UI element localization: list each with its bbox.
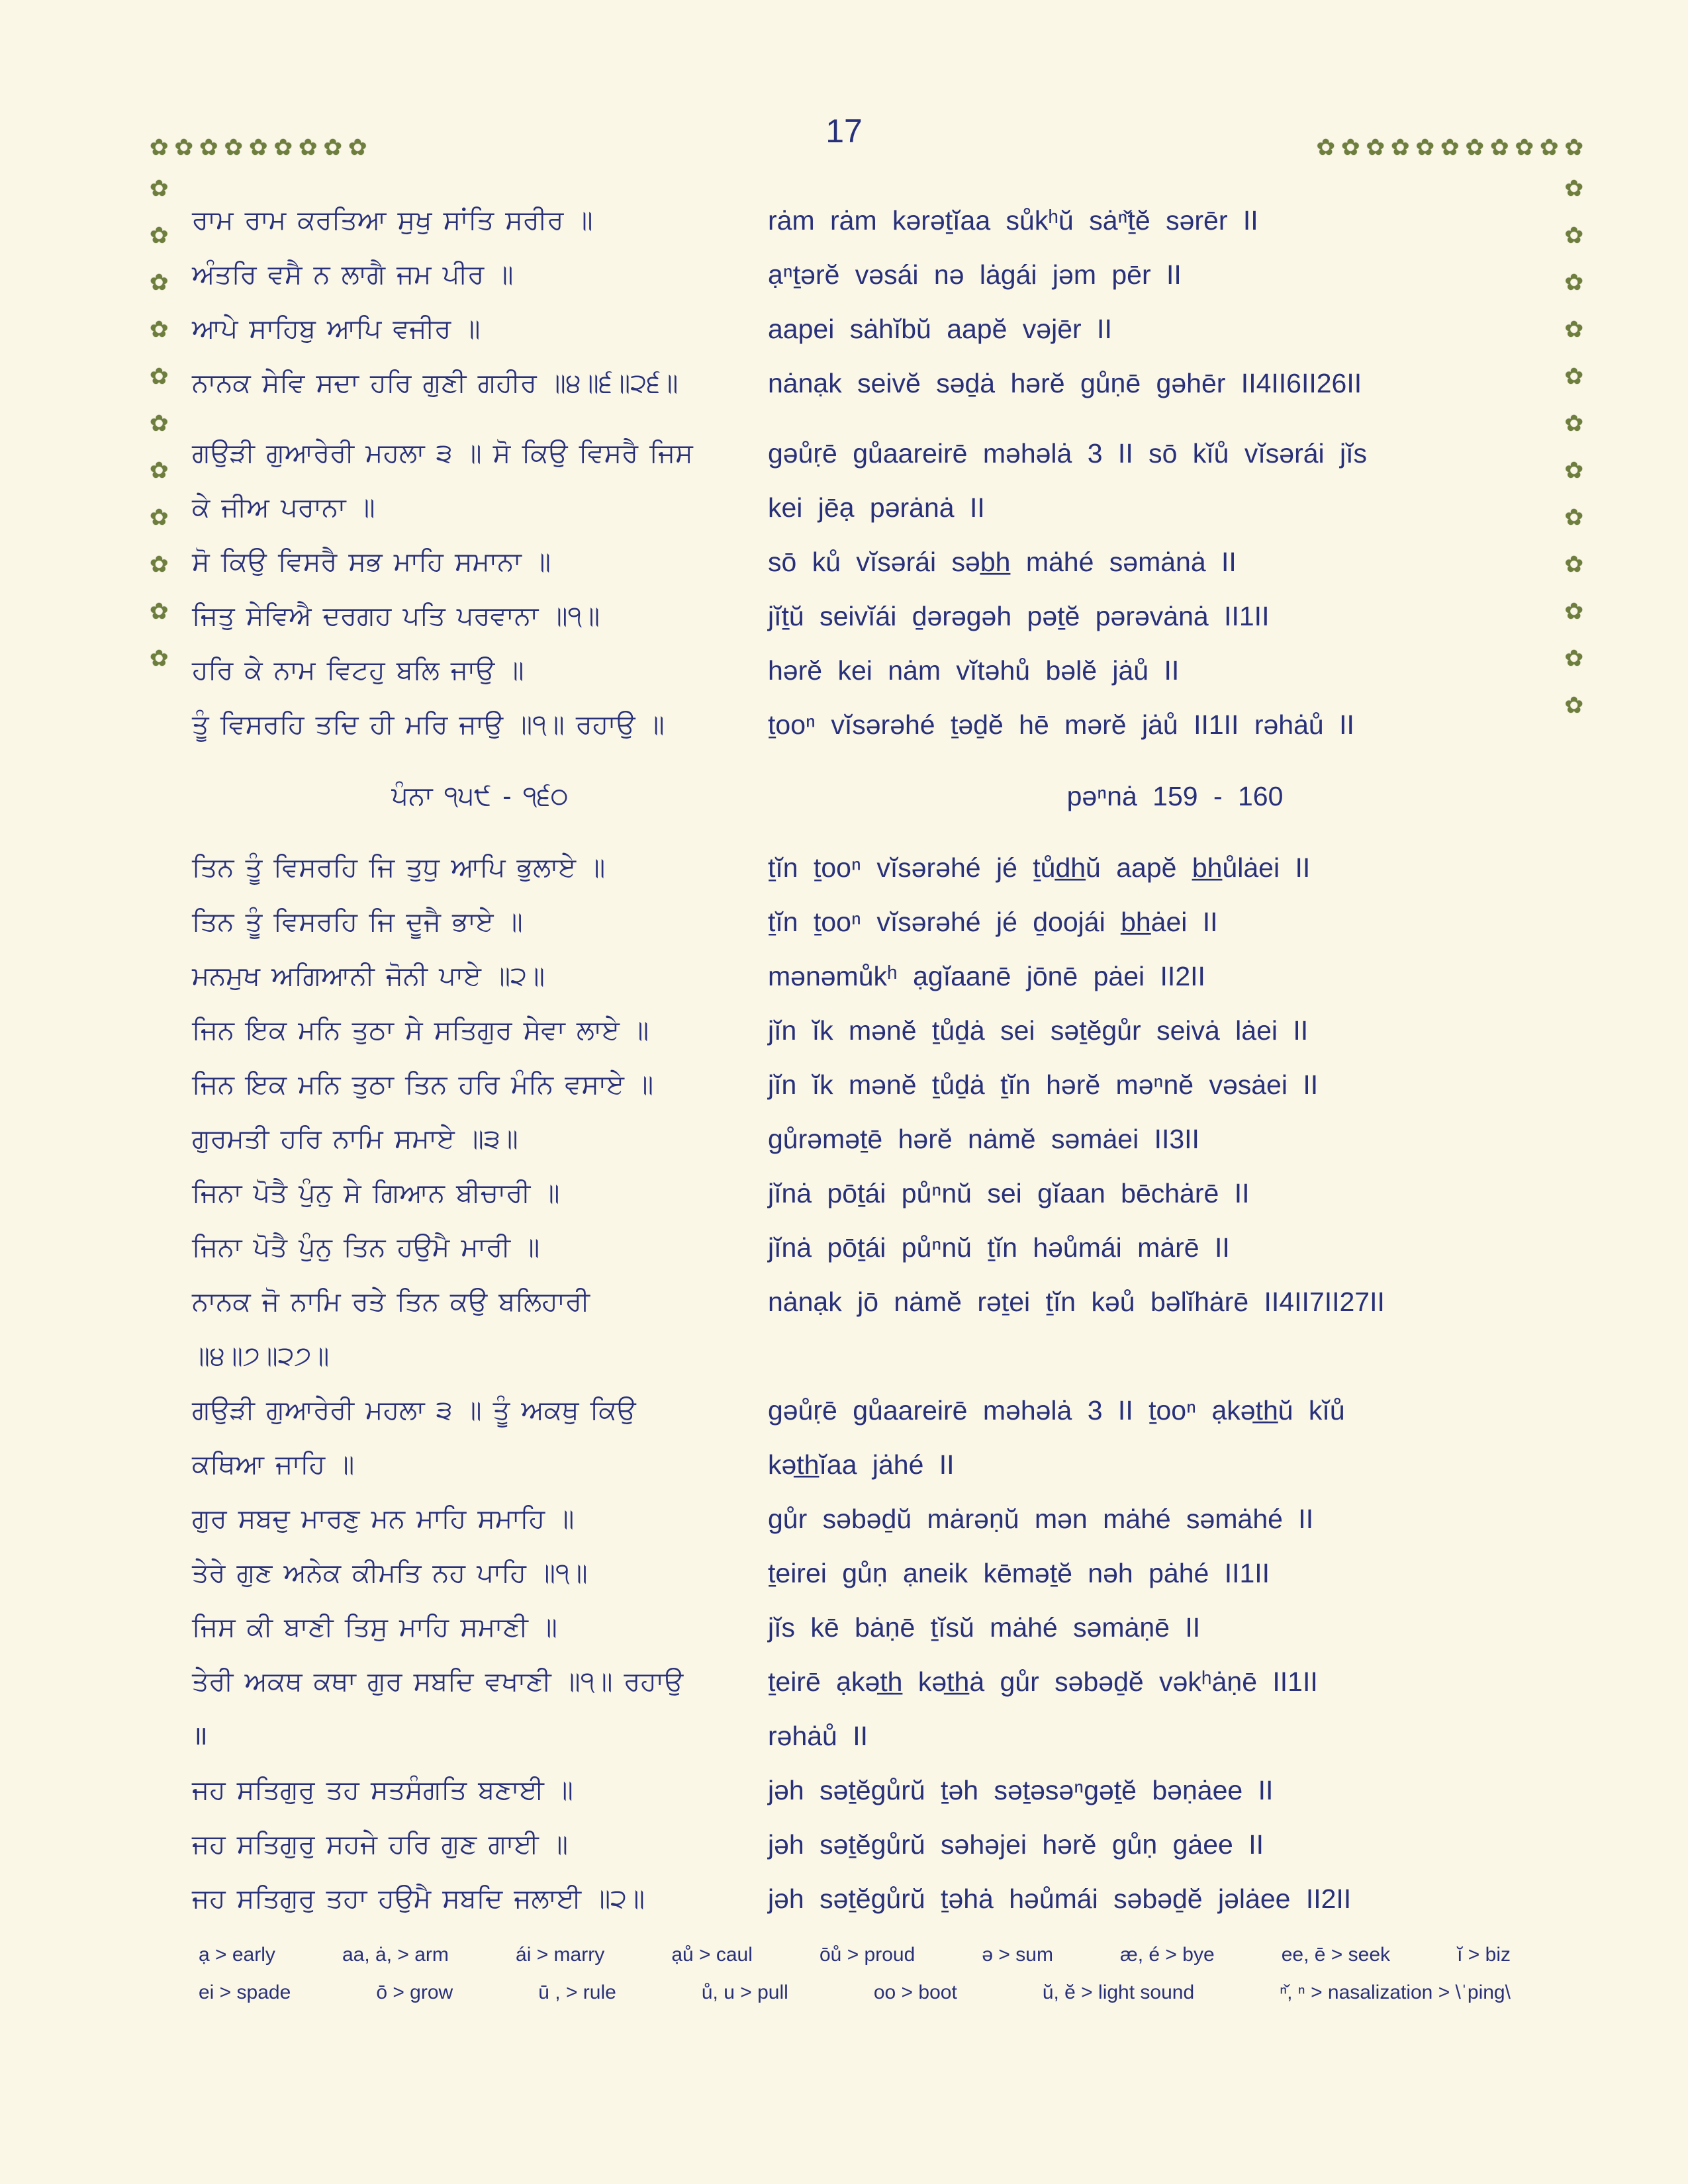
legend-item: ei > spade bbox=[199, 1981, 291, 2003]
flower-border-top-left bbox=[150, 136, 367, 159]
flower-icon: ✿ bbox=[1366, 135, 1385, 160]
transliteration-line: jəh səṯĕgůrŭ səhəjei hərĕ gůṇ gȧee II bbox=[768, 1829, 1264, 1860]
gurmukhi-cell bbox=[192, 1817, 768, 1872]
legend-item: ə > sum bbox=[982, 1944, 1053, 1966]
gurmukhi-cell bbox=[192, 698, 768, 752]
flower-icon: ✿ bbox=[1564, 176, 1583, 201]
flower-icon: ✿ bbox=[1564, 646, 1583, 671]
gurmukhi-line: ਗੁਰਮਤੀ ਹਰਿ ਨਾਮਿ ਸਮਾਏ ॥੩॥ bbox=[192, 1124, 518, 1154]
transliteration-cell bbox=[768, 769, 1582, 823]
legend-item: ĭ > biz bbox=[1457, 1944, 1511, 1966]
transliteration-cell bbox=[768, 1003, 1582, 1058]
legend-item: oo > boot bbox=[873, 1981, 957, 2003]
transliteration-line: pəⁿnȧ 159 - 160 bbox=[1066, 781, 1284, 811]
gurmukhi-line: ਨਾਨਕ ਸੇਵਿ ਸਦਾ ਹਰਿ ਗੁਣੀ ਗਹੀਰ ॥੪॥੬॥੨੬॥ bbox=[192, 369, 679, 398]
gurmukhi-line: ਗਉੜੀ ਗੁਆਰੇਰੀ ਮਹਲਾ ੩ ॥ ਤੂੰ ਅਕਥੁ ਕਿਉ bbox=[192, 1396, 636, 1425]
transliteration-cell bbox=[768, 1546, 1582, 1600]
transliteration-cell bbox=[768, 1492, 1582, 1546]
transliteration-line: ṯeirē ạkət̲h̲ kət̲h̲ȧ gůr səbəḏĕ vəkʰȧṇē II1II bbox=[768, 1666, 1318, 1697]
flower-icon: ✿ bbox=[150, 505, 169, 530]
flower-icon: ✿ bbox=[150, 223, 169, 248]
transliteration-cell bbox=[768, 643, 1582, 698]
verse-row bbox=[192, 589, 1582, 643]
gurmukhi-cell bbox=[192, 1763, 768, 1817]
gurmukhi-line: ਜਹ ਸਤਿਗੁਰੁ ਤਹਾ ਹਉਮੈ ਸਬਦਿ ਜਲਾਈ ॥੨॥ bbox=[192, 1884, 645, 1913]
transliteration-line: rəhȧů II bbox=[768, 1721, 868, 1751]
flower-icon: ✿ bbox=[348, 135, 367, 160]
gurmukhi-cell bbox=[192, 1166, 768, 1220]
flower-icon: ✿ bbox=[1564, 599, 1583, 624]
flower-icon: ✿ bbox=[299, 135, 318, 160]
flower-icon: ✿ bbox=[150, 599, 169, 624]
transliteration-line: ṯĭn ṯooⁿ vĭsərəhé jé ḏoojái b̲h̲ȧei II bbox=[768, 907, 1218, 937]
gurmukhi-cell bbox=[192, 1655, 768, 1763]
flower-icon: ✿ bbox=[1440, 135, 1460, 160]
gurmukhi-line: ਜਹ ਸਤਿਗੁਰੁ ਸਹਜੇ ਹਰਿ ਗੁਣ ਗਾਈ ॥ bbox=[192, 1830, 568, 1859]
gurmukhi-line: ਨਾਨਕ ਜੋ ਨਾਮਿ ਰਤੇ ਤਿਨ ਕਉ ਬਲਿਹਾਰੀ bbox=[192, 1287, 590, 1316]
gurmukhi-cell bbox=[192, 589, 768, 643]
gurmukhi-line: ਜਿਤੁ ਸੇਵਿਐ ਦਰਗਹ ਪਤਿ ਪਰਵਾਨਾ ॥੧॥ bbox=[192, 602, 600, 631]
verse-row bbox=[192, 1546, 1582, 1600]
page-number: 17 bbox=[825, 113, 863, 150]
legend-item: ⁿ̌, ⁿ > nasalization > \ˈping\ bbox=[1280, 1981, 1511, 2003]
transliteration-line: rȧm rȧm kərəṯĭaa sůkʰŭ sȧⁿ̌ṯĕ sərēr II bbox=[768, 205, 1258, 236]
transliteration-line: hərĕ kei nȧm vĭtəhů bəlĕ jȧů II bbox=[768, 655, 1180, 686]
transliteration-line: jĭn ĭk mənĕ ṯůḏȧ ṯĭn hərĕ məⁿnĕ vəsȧei II bbox=[768, 1069, 1319, 1100]
verse-row bbox=[192, 949, 1582, 1003]
gurmukhi-line: ਅੰਤਰਿ ਵਸੈ ਨ ਲਾਗੈ ਜਮ ਪੀਰ ॥ bbox=[192, 260, 514, 289]
gurmukhi-cell bbox=[192, 356, 768, 410]
verse-row bbox=[192, 535, 1582, 589]
gurmukhi-line: ਤੇਰੇ ਗੁਣ ਅਨੇਕ ਕੀਮਤਿ ਨਹ ਪਾਹਿ ॥੧॥ bbox=[192, 1559, 588, 1588]
flower-icon: ✿ bbox=[1540, 135, 1559, 160]
transliteration-line: nȧnạk jō nȧmĕ rəṯei ṯĭn kəů bəlĭhȧrē II4II7II27II bbox=[768, 1287, 1385, 1317]
verse-row bbox=[192, 302, 1582, 356]
verse-row bbox=[192, 1492, 1582, 1546]
flower-icon: ✿ bbox=[1490, 135, 1509, 160]
transliteration-cell bbox=[768, 193, 1582, 248]
transliteration-cell bbox=[768, 841, 1582, 895]
verse-row bbox=[192, 1817, 1582, 1872]
transliteration-line: nȧnạk seivĕ səḏȧ hərĕ gůṇē gəhēr II4II6II26II bbox=[768, 368, 1362, 398]
flower-icon: ✿ bbox=[150, 176, 169, 201]
transliteration-cell bbox=[768, 535, 1582, 589]
flower-icon: ✿ bbox=[150, 270, 169, 295]
transliteration-line: jĭnȧ pōṯái půⁿnŭ ṯĭn həůmái mȧrē II bbox=[768, 1232, 1230, 1263]
gurmukhi-cell bbox=[192, 949, 768, 1003]
gurmukhi-cell bbox=[192, 1492, 768, 1546]
legend-item: æ, é > bye bbox=[1120, 1944, 1215, 1966]
gurmukhi-cell bbox=[192, 426, 768, 535]
gurmukhi-cell bbox=[192, 895, 768, 949]
transliteration-line: ṯeirei gůṇ ạneik kēməṯĕ nəh pȧhé II1II bbox=[768, 1558, 1270, 1588]
transliteration-line: gůrəməṯē hərĕ nȧmĕ səmȧei II3II bbox=[768, 1124, 1199, 1154]
verse-row bbox=[192, 193, 1582, 248]
flower-icon: ✿ bbox=[224, 135, 243, 160]
flower-icon: ✿ bbox=[1341, 135, 1360, 160]
transliteration-cell bbox=[768, 356, 1582, 410]
legend-item: ạů > caul bbox=[671, 1944, 753, 1966]
flower-icon: ✿ bbox=[150, 458, 169, 483]
transliteration-line: jəh səṯĕgůrŭ ṯəh səṯəsəⁿgəṯĕ bəṇȧee II bbox=[768, 1775, 1274, 1805]
flower-icon: ✿ bbox=[249, 135, 268, 160]
flower-icon: ✿ bbox=[1415, 135, 1434, 160]
gurmukhi-line: ਜਿਸ ਕੀ ਬਾਣੀ ਤਿਸੁ ਮਾਹਿ ਸਮਾਣੀ ॥ bbox=[192, 1613, 557, 1642]
gurmukhi-cell bbox=[192, 1058, 768, 1112]
legend-item: ŭ, ĕ > light sound bbox=[1042, 1981, 1195, 2003]
gurmukhi-cell bbox=[192, 769, 768, 823]
gurmukhi-line: ਜਿਨਾ ਪੋਤੈ ਪੁੰਨੁ ਤਿਨ ਹਉਮੈ ਮਾਰੀ ॥ bbox=[192, 1233, 540, 1262]
flower-icon: ✿ bbox=[199, 135, 218, 160]
gurmukhi-line: ਮਨਮੁਖ ਅਗਿਆਨੀ ਜੋਨੀ ਪਾਏ ॥੨॥ bbox=[192, 962, 545, 991]
legend-row-2 bbox=[199, 1974, 1511, 2011]
gurmukhi-cell bbox=[192, 1275, 768, 1383]
page-range-row bbox=[192, 769, 1582, 823]
flower-icon: ✿ bbox=[1564, 411, 1583, 436]
verse-row bbox=[192, 1058, 1582, 1112]
transliteration-line: ṯooⁿ vĭsərəhé ṯəḏĕ hē mərĕ jȧů II1II rəhȧů II bbox=[768, 709, 1354, 740]
flower-icon: ✿ bbox=[150, 317, 169, 342]
flower-icon: ✿ bbox=[150, 411, 169, 436]
gurmukhi-line: ਤੂੰ ਵਿਸਰਹਿ ਤਦਿ ਹੀ ਮਰਿ ਜਾਉ ॥੧॥ ਰਹਾਉ ॥ bbox=[192, 710, 665, 739]
transliteration-cell bbox=[768, 248, 1582, 302]
verse-table bbox=[192, 193, 1582, 1926]
gurmukhi-cell bbox=[192, 1600, 768, 1655]
transliteration-cell bbox=[768, 1600, 1582, 1655]
transliteration-line: jĭn ĭk mənĕ ṯůḏȧ sei səṯĕgůr seivȧ lȧei II bbox=[768, 1015, 1309, 1046]
transliteration-line: aapei sȧhĭbŭ aapĕ vəjēr II bbox=[768, 314, 1112, 344]
transliteration-cell bbox=[768, 1763, 1582, 1817]
flower-icon: ✿ bbox=[174, 135, 193, 160]
flower-icon: ✿ bbox=[1564, 458, 1583, 483]
transliteration-cell bbox=[768, 426, 1582, 535]
legend-item: aa, ȧ, > arm bbox=[342, 1944, 449, 1966]
transliteration-cell bbox=[768, 1872, 1582, 1926]
verse-row bbox=[192, 1383, 1582, 1492]
gurmukhi-line: ॥ bbox=[192, 1721, 208, 1751]
flower-icon: ✿ bbox=[1564, 364, 1583, 389]
gurmukhi-line: ਜਿਨ ਇਕ ਮਨਿ ਤੁਠਾ ਤਿਨ ਹਰਿ ਮੰਨਿ ਵਸਾਏ ॥ bbox=[192, 1070, 654, 1099]
flower-icon: ✿ bbox=[1564, 505, 1583, 530]
gurmukhi-line: ਤੇਰੀ ਅਕਥ ਕਥਾ ਗੁਰ ਸਬਦਿ ਵਖਾਣੀ ॥੧॥ ਰਹਾਉ bbox=[192, 1667, 684, 1696]
flower-icon: ✿ bbox=[150, 135, 169, 160]
legend-item: ů, u > pull bbox=[701, 1981, 788, 2003]
transliteration-line: gəůṛē gůaareirē məhəlȧ 3 II sō kĭů vĭsərái jĭs bbox=[768, 438, 1368, 469]
transliteration-line: ṯĭn ṯooⁿ vĭsərəhé jé ṯůd̲h̲ŭ aapĕ b̲h̲ůlȧei II bbox=[768, 852, 1311, 883]
gurmukhi-line: ਜਿਨ ਇਕ ਮਨਿ ਤੁਠਾ ਸੇ ਸਤਿਗੁਰ ਸੇਵਾ ਲਾਏ ॥ bbox=[192, 1016, 649, 1045]
gurmukhi-line: ਜਹ ਸਤਿਗੁਰੁ ਤਹ ਸਤਸੰਗਤਿ ਬਣਾਈ ॥ bbox=[192, 1776, 573, 1805]
legend-item: ū , > rule bbox=[538, 1981, 616, 2003]
gurmukhi-line: ਤਿਨ ਤੂੰ ਵਿਸਰਹਿ ਜਿ ਦੂਜੈ ਭਾਏ ॥ bbox=[192, 907, 523, 936]
gurmukhi-cell bbox=[192, 1546, 768, 1600]
transliteration-cell bbox=[768, 1275, 1582, 1329]
verse-row bbox=[192, 248, 1582, 302]
gurmukhi-cell bbox=[192, 1220, 768, 1275]
gurmukhi-line: ਪੰਨਾ ੧੫੯ - ੧੬੦ bbox=[391, 782, 569, 811]
flower-icon: ✿ bbox=[1564, 135, 1583, 160]
gurmukhi-line: ਜਿਨਾ ਪੋਤੈ ਪੁੰਨੁ ਸੇ ਗਿਆਨ ਬੀਚਾਰੀ ॥ bbox=[192, 1179, 560, 1208]
verse-row bbox=[192, 1872, 1582, 1926]
verse-row bbox=[192, 1112, 1582, 1166]
transliteration-line: kei jēạ pərȧnȧ II bbox=[768, 492, 985, 523]
flower-icon: ✿ bbox=[1564, 552, 1583, 577]
transliteration-cell bbox=[768, 1112, 1582, 1166]
verse-row bbox=[192, 426, 1582, 535]
verse-row bbox=[192, 1763, 1582, 1817]
legend-row-1 bbox=[199, 1936, 1511, 1974]
transliteration-cell bbox=[768, 698, 1582, 752]
flower-border-left bbox=[150, 177, 169, 670]
gurmukhi-line: ਗਉੜੀ ਗੁਆਰੇਰੀ ਮਹਲਾ ੩ ॥ ਸੋ ਕਿਉ ਵਿਸਰੈ ਜਿਸ bbox=[192, 439, 693, 468]
verse-row bbox=[192, 895, 1582, 949]
gurmukhi-cell bbox=[192, 1112, 768, 1166]
transliteration-line: mənəmůkʰ ạgĭaanē jōnē pȧei II2II bbox=[768, 961, 1205, 991]
gurmukhi-cell bbox=[192, 302, 768, 356]
gurmukhi-cell bbox=[192, 841, 768, 895]
flower-icon: ✿ bbox=[150, 646, 169, 671]
flower-border-top-right bbox=[1317, 136, 1584, 159]
transliteration-line: gůr səbəḏŭ mȧrəṇŭ mən mȧhé səmȧhé II bbox=[768, 1504, 1314, 1534]
flower-icon: ✿ bbox=[150, 364, 169, 389]
verse-row bbox=[192, 1166, 1582, 1220]
transliteration-line: jĭnȧ pōṯái půⁿnŭ sei gĭaan bēchȧrē II bbox=[768, 1178, 1250, 1208]
flower-icon: ✿ bbox=[1316, 135, 1335, 160]
flower-icon: ✿ bbox=[1465, 135, 1484, 160]
gurmukhi-cell bbox=[192, 1003, 768, 1058]
transliteration-cell bbox=[768, 1383, 1582, 1492]
gurmukhi-cell bbox=[192, 535, 768, 589]
flower-icon: ✿ bbox=[1564, 270, 1583, 295]
flower-icon: ✿ bbox=[1564, 693, 1583, 718]
gurmukhi-cell bbox=[192, 193, 768, 248]
transliteration-line: jĭṯŭ seivĭái ḏərəgəh pəṯĕ pərəvȧnȧ II1II bbox=[768, 601, 1270, 631]
transliteration-cell bbox=[768, 1220, 1582, 1275]
transliteration-cell bbox=[768, 1166, 1582, 1220]
transliteration-line: jəh səṯĕgůrŭ ṯəhȧ həůmái səbəḏĕ jəlȧee II2II bbox=[768, 1884, 1352, 1914]
gurmukhi-cell bbox=[192, 1872, 768, 1926]
gurmukhi-line: ਕੇ ਜੀਅ ਪਰਾਨਾ ॥ bbox=[192, 493, 375, 522]
verse-row bbox=[192, 1220, 1582, 1275]
pronunciation-legend bbox=[199, 1936, 1511, 2011]
transliteration-line: sō ků vĭsərái səb̲h̲ mȧhé səmȧnȧ II bbox=[768, 547, 1237, 577]
gurmukhi-cell bbox=[192, 643, 768, 698]
transliteration-cell bbox=[768, 1655, 1582, 1763]
flower-icon: ✿ bbox=[150, 552, 169, 577]
transliteration-cell bbox=[768, 1817, 1582, 1872]
gurmukhi-cell bbox=[192, 1383, 768, 1492]
verse-row bbox=[192, 1003, 1582, 1058]
legend-item: ō > grow bbox=[376, 1981, 453, 2003]
verse-row bbox=[192, 1275, 1582, 1383]
verse-row bbox=[192, 1655, 1582, 1763]
gurmukhi-cell bbox=[192, 248, 768, 302]
verse-row bbox=[192, 841, 1582, 895]
gurmukhi-line: ॥੪॥੭॥੨੭॥ bbox=[192, 1342, 330, 1371]
gurmukhi-line: ਹਰਿ ਕੇ ਨਾਮ ਵਿਟਹੁ ਬਲਿ ਜਾਉ ॥ bbox=[192, 656, 524, 685]
transliteration-cell bbox=[768, 302, 1582, 356]
legend-item: ái > marry bbox=[516, 1944, 605, 1966]
transliteration-line: jĭs kē bȧṇē ṯĭsŭ mȧhé səmȧṇē II bbox=[768, 1612, 1201, 1643]
flower-icon: ✿ bbox=[1391, 135, 1410, 160]
transliteration-cell bbox=[768, 1058, 1582, 1112]
gurmukhi-line: ਆਪੇ ਸਾਹਿਬੁ ਆਪਿ ਵਜੀਰ ॥ bbox=[192, 314, 481, 343]
verse-row bbox=[192, 698, 1582, 752]
verse-row bbox=[192, 1600, 1582, 1655]
gurmukhi-line: ਸੋ ਕਿਉ ਵਿਸਰੈ ਸਭ ਮਾਹਿ ਸਮਾਨਾ ॥ bbox=[192, 547, 551, 576]
legend-item: ạ > early bbox=[199, 1944, 275, 1966]
transliteration-line: ạⁿṯərĕ vəsái nə lȧgái jəm pēr II bbox=[768, 259, 1182, 290]
transliteration-line: kət̲h̲ĭaa jȧhé II bbox=[768, 1449, 955, 1480]
legend-item: ee, ē > seek bbox=[1281, 1944, 1391, 1966]
transliteration-cell bbox=[768, 589, 1582, 643]
gurmukhi-line: ਕਥਿਆ ਜਾਹਿ ॥ bbox=[192, 1450, 355, 1479]
transliteration-line: gəůṛē gůaareirē məhəlȧ 3 II ṯooⁿ ạkət̲h̲ŭ kĭů bbox=[768, 1395, 1345, 1426]
verse-row bbox=[192, 356, 1582, 410]
verse-row bbox=[192, 643, 1582, 698]
flower-icon: ✿ bbox=[1564, 317, 1583, 342]
transliteration-cell bbox=[768, 895, 1582, 949]
legend-item: ōů > proud bbox=[820, 1944, 915, 1966]
gurmukhi-line: ਰਾਮ ਰਾਮ ਕਰਤਿਆ ਸੁਖੁ ਸਾਂਤਿ ਸਰੀਰ ॥ bbox=[192, 206, 593, 235]
transliteration-cell bbox=[768, 949, 1582, 1003]
flower-icon: ✿ bbox=[1515, 135, 1534, 160]
flower-icon: ✿ bbox=[1564, 223, 1583, 248]
gurmukhi-line: ਤਿਨ ਤੂੰ ਵਿਸਰਹਿ ਜਿ ਤੁਧੁ ਆਪਿ ਭੁਲਾਏ ॥ bbox=[192, 853, 606, 882]
gurmukhi-line: ਗੁਰ ਸਬਦੁ ਮਾਰਣੁ ਮਨ ਮਾਹਿ ਸਮਾਹਿ ॥ bbox=[192, 1504, 575, 1533]
flower-icon: ✿ bbox=[273, 135, 293, 160]
flower-icon: ✿ bbox=[323, 135, 342, 160]
